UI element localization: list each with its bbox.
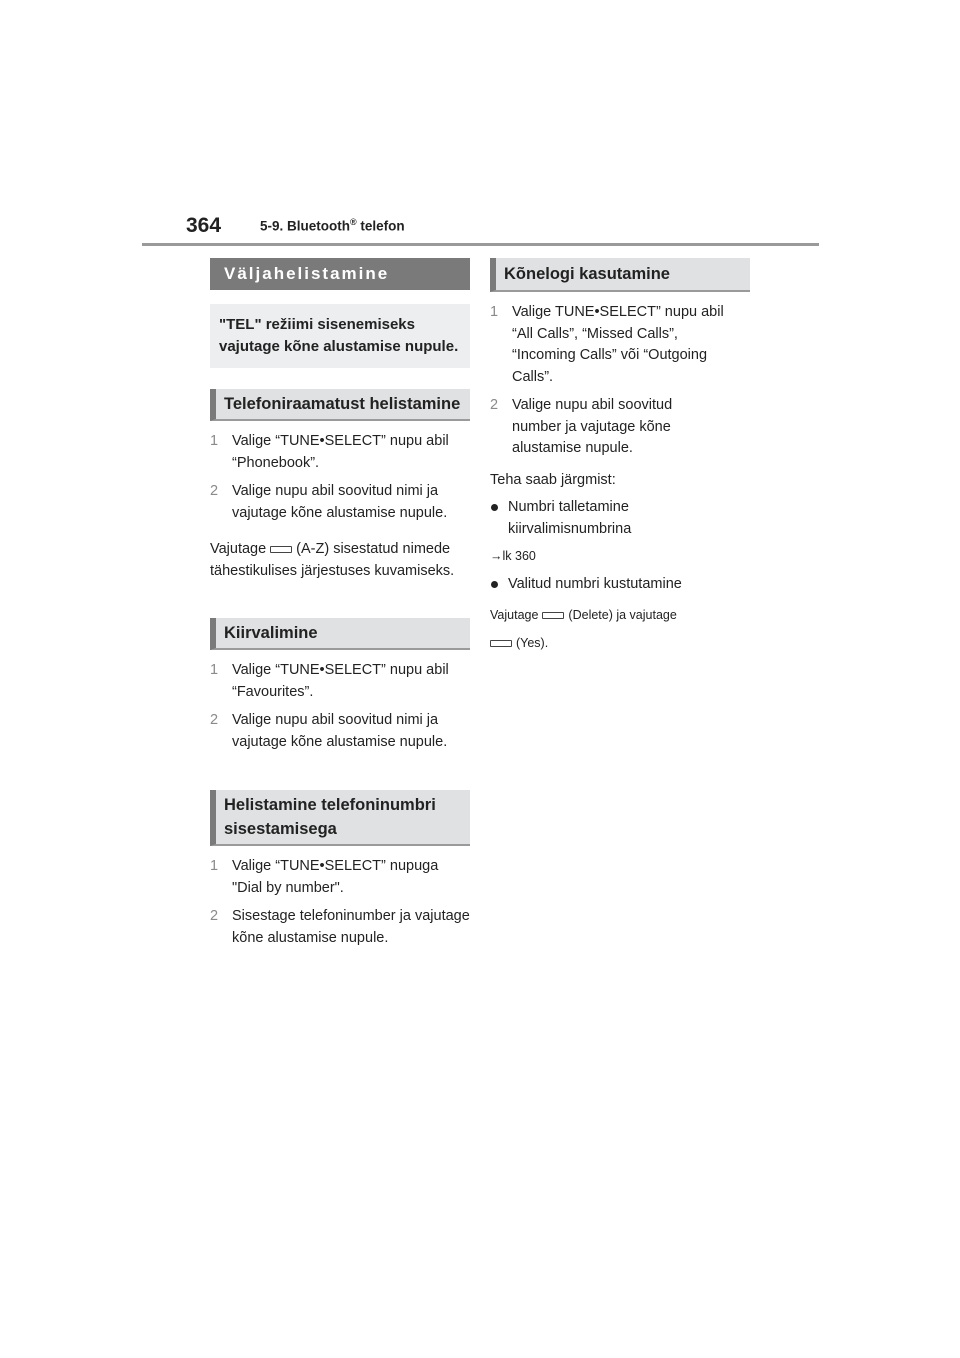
right-column bbox=[490, 258, 750, 653]
button-icon bbox=[490, 640, 512, 647]
step-item bbox=[210, 481, 470, 524]
note-box: "TEL" režiimi sisenemiseks vajutage kõne alustamise nupule. bbox=[210, 304, 470, 368]
page-number: 364 bbox=[186, 214, 222, 237]
delete-end: (Yes). bbox=[516, 635, 549, 650]
step-number: 1 bbox=[210, 662, 219, 678]
step-item bbox=[490, 395, 750, 460]
step-item bbox=[210, 906, 470, 949]
bullet-dot bbox=[491, 581, 498, 588]
intro-text: Teha saab järgmist: bbox=[490, 471, 616, 488]
step-number: 2 bbox=[210, 483, 219, 499]
delete-instruction-end bbox=[490, 633, 750, 653]
step-text: Valige nupu abil soovitud nimi ja vajutage kõne alustamise nupule. bbox=[232, 712, 448, 750]
step-number: 2 bbox=[210, 712, 219, 728]
sort-paragraph bbox=[210, 538, 470, 582]
step-number: 1 bbox=[210, 858, 219, 874]
para-after: (A-Z) sisestatud nimede tähestikulises järjestuses kuvamiseks. bbox=[210, 541, 455, 579]
step-text: Valige nupu abil soovitud number ja vajutage kõne alustamise nupule. bbox=[512, 397, 673, 456]
bullet-item bbox=[490, 573, 750, 595]
phonebook-heading: Telefoniraamatust helistamine bbox=[210, 389, 470, 421]
step-item bbox=[210, 856, 470, 899]
dial-number-heading: Helistamine telefoninumbri sisestamisega bbox=[210, 790, 470, 846]
step-text: Valige TUNE•SELECT” nupu abil “All Calls”, “Missed Calls”, “Incoming Calls” või “Outgoing Calls”. bbox=[512, 304, 724, 385]
call-log-steps bbox=[490, 302, 750, 460]
dial-number-steps bbox=[210, 856, 470, 949]
button-icon bbox=[542, 612, 564, 619]
step-item bbox=[210, 710, 470, 753]
button-icon bbox=[270, 546, 292, 553]
call-log-heading: Kõnelogi kasutamine bbox=[490, 258, 750, 292]
section-title: 5-9. Bluetooth bbox=[260, 218, 350, 234]
speed-dial-steps bbox=[210, 660, 470, 753]
bullet-item bbox=[490, 496, 750, 540]
bullet-text: Numbri talletamine kiirvalimisnumbrina bbox=[508, 498, 632, 537]
delete-mid: (Delete) ja vajutage bbox=[568, 607, 677, 622]
section-suffix: telefon bbox=[356, 218, 405, 234]
step-text: Sisestage telefoninumber ja vajutage kõne alustamise nupule. bbox=[232, 908, 470, 946]
step-number: 2 bbox=[490, 397, 499, 413]
step-item bbox=[210, 660, 470, 703]
running-head bbox=[260, 217, 405, 234]
step-text: Valige nupu abil soovitud nimi ja vajutage kõne alustamise nupule. bbox=[232, 483, 448, 521]
page-reference: →lk 360 bbox=[490, 548, 536, 563]
step-number: 1 bbox=[490, 304, 499, 320]
step-number: 2 bbox=[210, 908, 219, 924]
main-title: Väljahelistamine bbox=[210, 258, 470, 290]
step-text: Valige “TUNE•SELECT” nupu abil “Favourites”. bbox=[232, 662, 449, 700]
delete-before: Vajutage bbox=[490, 607, 539, 622]
step-number: 1 bbox=[210, 433, 219, 449]
phonebook-steps bbox=[210, 431, 470, 524]
step-item bbox=[490, 302, 750, 388]
bullet-dot bbox=[491, 504, 498, 511]
header-rule bbox=[142, 243, 819, 246]
delete-instruction bbox=[490, 605, 750, 625]
bullet-text: Valitud numbri kustutamine bbox=[508, 575, 682, 592]
left-column bbox=[210, 258, 470, 956]
step-text: Valige “TUNE•SELECT” nupuga "Dial by number". bbox=[232, 858, 439, 896]
step-item bbox=[210, 431, 470, 474]
speed-dial-heading: Kiirvalimine bbox=[210, 618, 470, 650]
registered-mark: ® bbox=[350, 217, 357, 227]
para-before: Vajutage bbox=[210, 541, 267, 557]
step-text: Valige “TUNE•SELECT” nupu abil “Phonebook”. bbox=[232, 433, 449, 471]
